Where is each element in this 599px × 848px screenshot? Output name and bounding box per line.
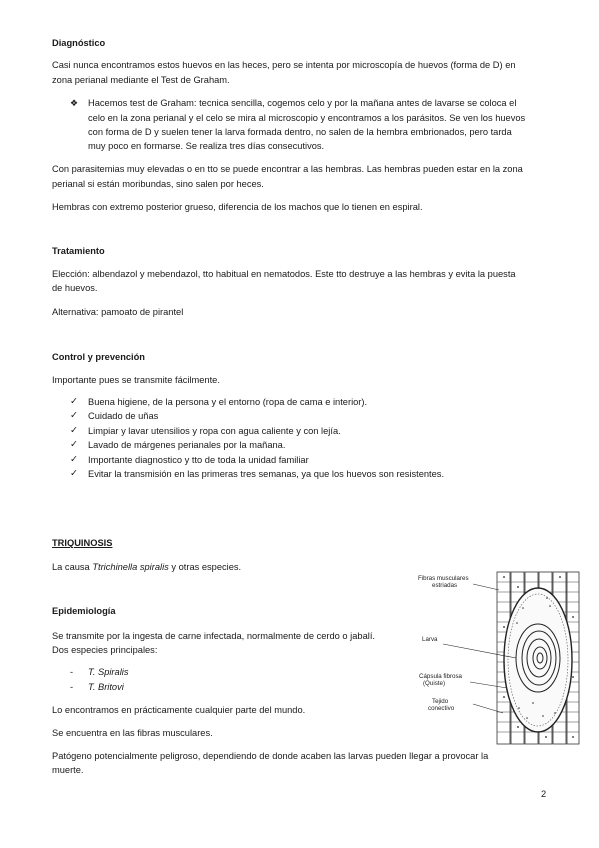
tratamiento-paragraph-1-line-1: Elección: albendazol y mebendazol, tto habitual en nematodos. Este tto destruye a las hembras y evita la puesta [52,269,516,279]
checkmark-icon: ✓ [70,425,78,436]
section-heading-diagnostico: Diagnóstico [52,38,106,48]
label-fibras-musculares: Fibras musculares [418,575,469,582]
epidemiologia-paragraph-3: Lo encontramos en prácticamente cualquier parte del mundo. [52,705,306,715]
section-heading-tratamiento: Tratamiento [52,246,105,256]
graham-bullet-line-2: celo en la zona perianal y el celo se mira al microscopio y encontramos a los parásitos. Se ven los huevos [88,113,526,123]
dash-bullet: - [70,667,74,677]
cause-suffix: y otras especies. [168,562,242,572]
tratamiento-paragraph-1-line-2: de huevos. [52,283,98,293]
epidemiologia-paragraph-5-line-1: Patógeno potencialmente peligroso, dependiendo de donde acaben las larvas pueden llegar a provocar la [52,751,489,761]
diamond-bullet-icon: ❖ [70,98,79,108]
checkmark-icon: ✓ [70,396,78,407]
checkmark-icon: ✓ [70,439,78,450]
diagnostico-paragraph-1-line-1: Casi nunca encontramos estos huevos en las heces, pero se intenta por microscopía de huevos (forma de D) en [52,60,516,70]
section-heading-epidemiologia: Epidemiología [52,606,116,616]
section-heading-control: Control y prevención [52,352,145,362]
page-number: 2 [541,789,547,799]
dash-bullet: - [70,682,74,692]
section-heading-triquinosis: TRIQUINOSIS [52,538,113,548]
checkmark-icon: ✓ [70,410,78,421]
label-capsula-fibrosa: Cápsula fibrosa [419,673,462,680]
epidemiologia-paragraph-5-line-2: muerte. [52,765,84,775]
epidemiologia-paragraph-2: Dos especies principales: [52,645,158,655]
diagnostico-paragraph-2-line-2: perianal si están moribundas, sino salen por heces. [52,179,264,189]
graham-bullet-line-1: Hacemos test de Graham: tecnica sencilla, cogemos celo y por la mañana antes de lavarse se coloca el [88,98,517,108]
triquinosis-cause [52,560,241,575]
checkmark-icon: ✓ [70,468,78,479]
control-intro: Importante pues se transmite fácilmente. [52,375,220,385]
graham-bullet-line-4: muy poco en formarse. Se realiza tres días consecutivos. [88,141,325,151]
label-larva: Larva [422,636,438,643]
label-tejido: Tejido [432,698,449,705]
epidemiologia-paragraph-4: Se encuentra en las fibras musculares. [52,728,213,738]
trichinella-larva-diagram [415,568,585,748]
diagnostico-paragraph-1-line-2: zona perianal mediante el Test de Graham. [52,75,230,85]
epidemiologia-paragraph-1: Se transmite por la ingesta de carne infectada, normalmente de cerdo o jabalí. [52,631,375,641]
tratamiento-paragraph-2: Alternativa: pamoato de pirantel [52,307,184,317]
control-list-item: Importante diagnostico y tto de toda la unidad familiar [88,455,309,465]
graham-bullet-line-3: con forma de D y suelen tener la larva formada dentro, no salen de la hembra embrionados, pero tarda [88,127,512,137]
label-estriadas: estriadas [432,582,458,589]
control-list-item: Lavado de márgenes perianales por la mañana. [88,440,286,450]
diagnostico-paragraph-2-line-1: Con parasitemias muy elevadas o en tto se puede encontrar a las hembras. Las hembras pueden estar en la zona [52,164,523,174]
control-list-item: Buena higiene, de la persona y el entorno (ropa de cama e interior). [88,397,368,407]
control-list-item: Cuidado de uñas [88,411,159,421]
cause-species: Ttrichinella spiralis [92,562,169,572]
species-list-item: T. Spiralis [88,667,129,677]
label-conectivo: conectivo [428,705,455,712]
label-quiste: (Quiste) [423,680,446,687]
species-list-item: T. Britovi [88,682,124,692]
control-list-item: Limpiar y lavar utensilios y ropa con agua caliente y con lejía. [88,426,341,436]
control-list-item: Evitar la transmisión en las primeras tres semanas, ya que los huevos son resistentes. [88,469,445,479]
diagnostico-paragraph-3: Hembras con extremo posterior grueso, diferencia de los machos que lo tienen en espiral. [52,202,423,212]
cause-prefix: La causa [52,562,93,572]
checkmark-icon: ✓ [70,454,78,465]
